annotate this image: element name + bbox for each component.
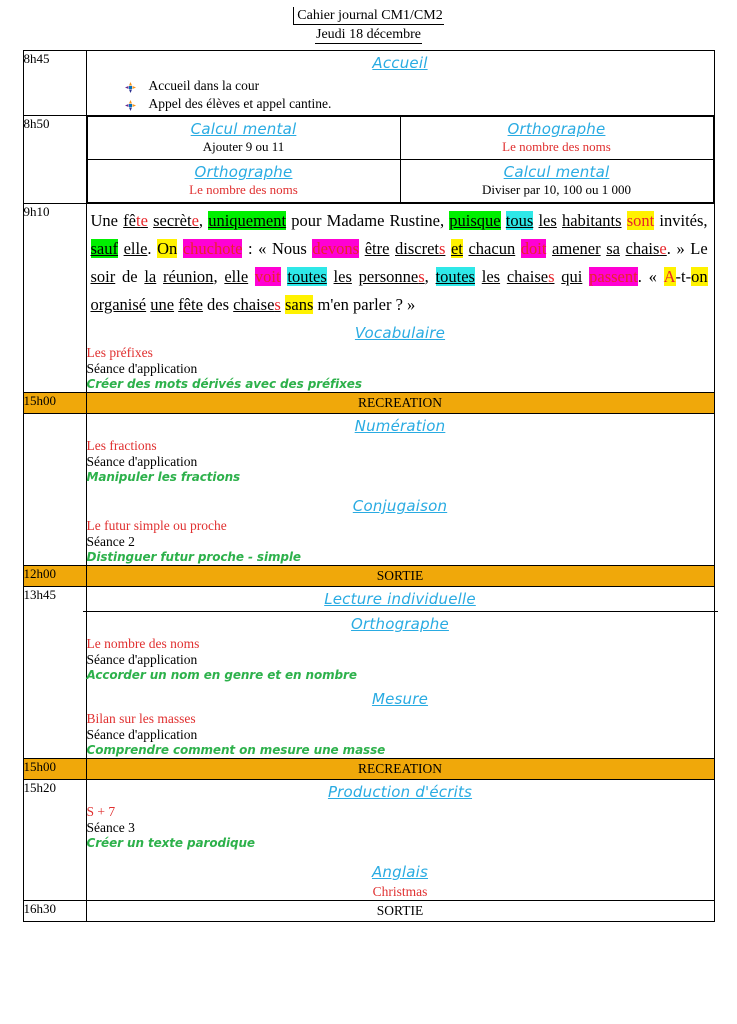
table-row-matin-2 (23, 414, 714, 566)
time-recreation-1: 15h00 (23, 393, 86, 414)
heading-numeration-wrap (87, 417, 714, 436)
block-spacer (87, 683, 714, 687)
time-sortie-2: 16h30 (23, 901, 86, 922)
subject-numeration: Les fractions (86, 438, 157, 453)
heading-orthographe-wrap (87, 615, 714, 634)
arrow-bullet-icon (125, 98, 136, 109)
content-accueil (86, 51, 714, 116)
content-aprem-2 (86, 780, 714, 901)
label-recreation-2-cell (86, 759, 714, 780)
table-row-aprem-1 (23, 587, 714, 759)
label-sortie-1-cell (86, 566, 714, 587)
label-sortie-2: SORTIE (376, 903, 424, 918)
rituel-heading: Orthographe (194, 163, 293, 181)
accueil-bullet-list (87, 77, 714, 113)
heading-numeration: Numération (354, 417, 446, 435)
rituel-caption: Le nombre des noms (502, 139, 611, 154)
seance-numeration: Séance d'application (86, 454, 198, 469)
table-row-recreation-2 (23, 759, 714, 780)
heading-vocabulaire-wrap (87, 324, 714, 343)
heading-accueil: Accueil (372, 54, 428, 72)
objective-orthographe: Accorder un nom en genre et en nombre (86, 668, 357, 682)
objective-mesure: Comprendre comment on mesure une masse (86, 743, 386, 757)
block-spacer (87, 485, 714, 494)
time-sortie-1: 12h00 (23, 566, 86, 587)
heading-production-wrap (87, 783, 714, 802)
dictation-text: Une fête secrète, uniquement pour Madame Rustine, puisque tous les habitants sont invités, sauf elle. On chuchote : « Nous devons être discrets et chacun doit amener sa chaise. » Le soir de la réunion, elle voit toutes les personnes, toutes les chaises qui passent. « A-t-on organisé une fête des chaises sans m'en parler ? » (90, 211, 708, 314)
subject-mesure: Bilan sur les masses (86, 711, 196, 726)
content-matin-2 (86, 414, 714, 566)
content-aprem-1 (86, 587, 714, 759)
time-accueil: 8h45 (23, 51, 86, 116)
rituel-caption: Le nombre des noms (189, 182, 298, 197)
heading-conjugaison-wrap (87, 497, 714, 516)
objective-production: Créer un texte parodique (86, 836, 255, 850)
content-dictee (86, 204, 714, 393)
table-row-aprem-2 (23, 780, 714, 901)
table-row-dictee (23, 204, 714, 393)
heading-conjugaison: Conjugaison (352, 497, 448, 515)
heading-anglais-wrap (87, 863, 714, 882)
rituel-caption: Ajouter 9 ou 11 (202, 139, 285, 154)
time-dictee: 9h10 (23, 204, 86, 393)
heading-accueil-wrap (87, 54, 714, 73)
rituel-cell-2 (400, 117, 713, 160)
objective-vocabulaire: Créer des mots dérivés avec des préfixes (86, 377, 362, 391)
subject-production: S + 7 (86, 804, 116, 819)
table-row-rituels (23, 116, 714, 204)
list-item (87, 95, 714, 113)
label-sortie-2-cell (86, 901, 714, 922)
heading-mesure: Mesure (371, 690, 429, 708)
rituel-cell-1 (87, 117, 400, 160)
table-row (87, 117, 713, 160)
time-matin-2 (23, 414, 86, 566)
rituels-grid (87, 116, 714, 203)
table-row-sortie-2 (23, 901, 714, 922)
title-line-1: Cahier journal CM1/CM2 (293, 7, 443, 25)
rituel-heading: Calcul mental (190, 120, 297, 138)
accueil-bullet-text: Accueil dans la cour (148, 78, 260, 93)
heading-lecture-individuelle: Lecture individuelle (324, 590, 476, 608)
seance-conjugaison: Séance 2 (86, 534, 135, 549)
rituel-cell-4 (400, 160, 713, 203)
heading-production-ecrits: Production d'écrits (327, 783, 473, 801)
table-row-recreation-1 (23, 393, 714, 414)
label-sortie-1: SORTIE (376, 568, 424, 583)
title-line-2: Jeudi 18 décembre (316, 27, 421, 42)
objective-conjugaison: Distinguer futur proche - simple (86, 550, 301, 564)
heading-mesure-wrap (87, 690, 714, 709)
accueil-bullet-text: Appel des élèves et appel cantine. (148, 96, 332, 111)
seance-orthographe: Séance d'application (86, 652, 198, 667)
label-recreation-1: RECREATION (358, 395, 442, 410)
objective-numeration: Manipuler les fractions (86, 470, 241, 484)
subject-conjugaison: Le futur simple ou proche (86, 518, 227, 533)
time-recreation-2: 15h00 (23, 759, 86, 780)
rituel-cell-3 (87, 160, 400, 203)
document-title (0, 0, 737, 44)
heading-orthographe: Orthographe (351, 615, 449, 633)
label-recreation-1-cell (86, 393, 714, 414)
time-aprem-1: 13h45 (23, 587, 86, 759)
heading-lecture-wrap (87, 590, 714, 609)
arrow-bullet-icon (125, 80, 136, 91)
seance-vocabulaire: Séance d'application (86, 361, 198, 376)
seance-mesure: Séance d'application (86, 727, 198, 742)
table-row-accueil (23, 51, 714, 116)
time-aprem-2: 15h20 (23, 780, 86, 901)
heading-anglais: Anglais (371, 863, 429, 881)
subject-anglais: Christmas (372, 884, 428, 899)
table-row-sortie-1 (23, 566, 714, 587)
block-spacer (87, 851, 714, 860)
content-rituels (86, 116, 714, 204)
rituel-heading: Calcul mental (503, 163, 610, 181)
time-rituels: 8h50 (23, 116, 86, 204)
seance-production: Séance 3 (86, 820, 135, 835)
label-recreation-2: RECREATION (358, 761, 442, 776)
subject-orthographe: Le nombre des noms (86, 636, 200, 651)
schedule-table (23, 50, 715, 922)
table-row (87, 160, 713, 203)
list-item (87, 77, 714, 95)
rituel-heading: Orthographe (507, 120, 606, 138)
subject-vocabulaire: Les préfixes (86, 345, 153, 360)
heading-vocabulaire: Vocabulaire (354, 324, 446, 342)
divider (83, 611, 718, 612)
rituel-caption: Diviser par 10, 100 ou 1 000 (481, 182, 632, 197)
